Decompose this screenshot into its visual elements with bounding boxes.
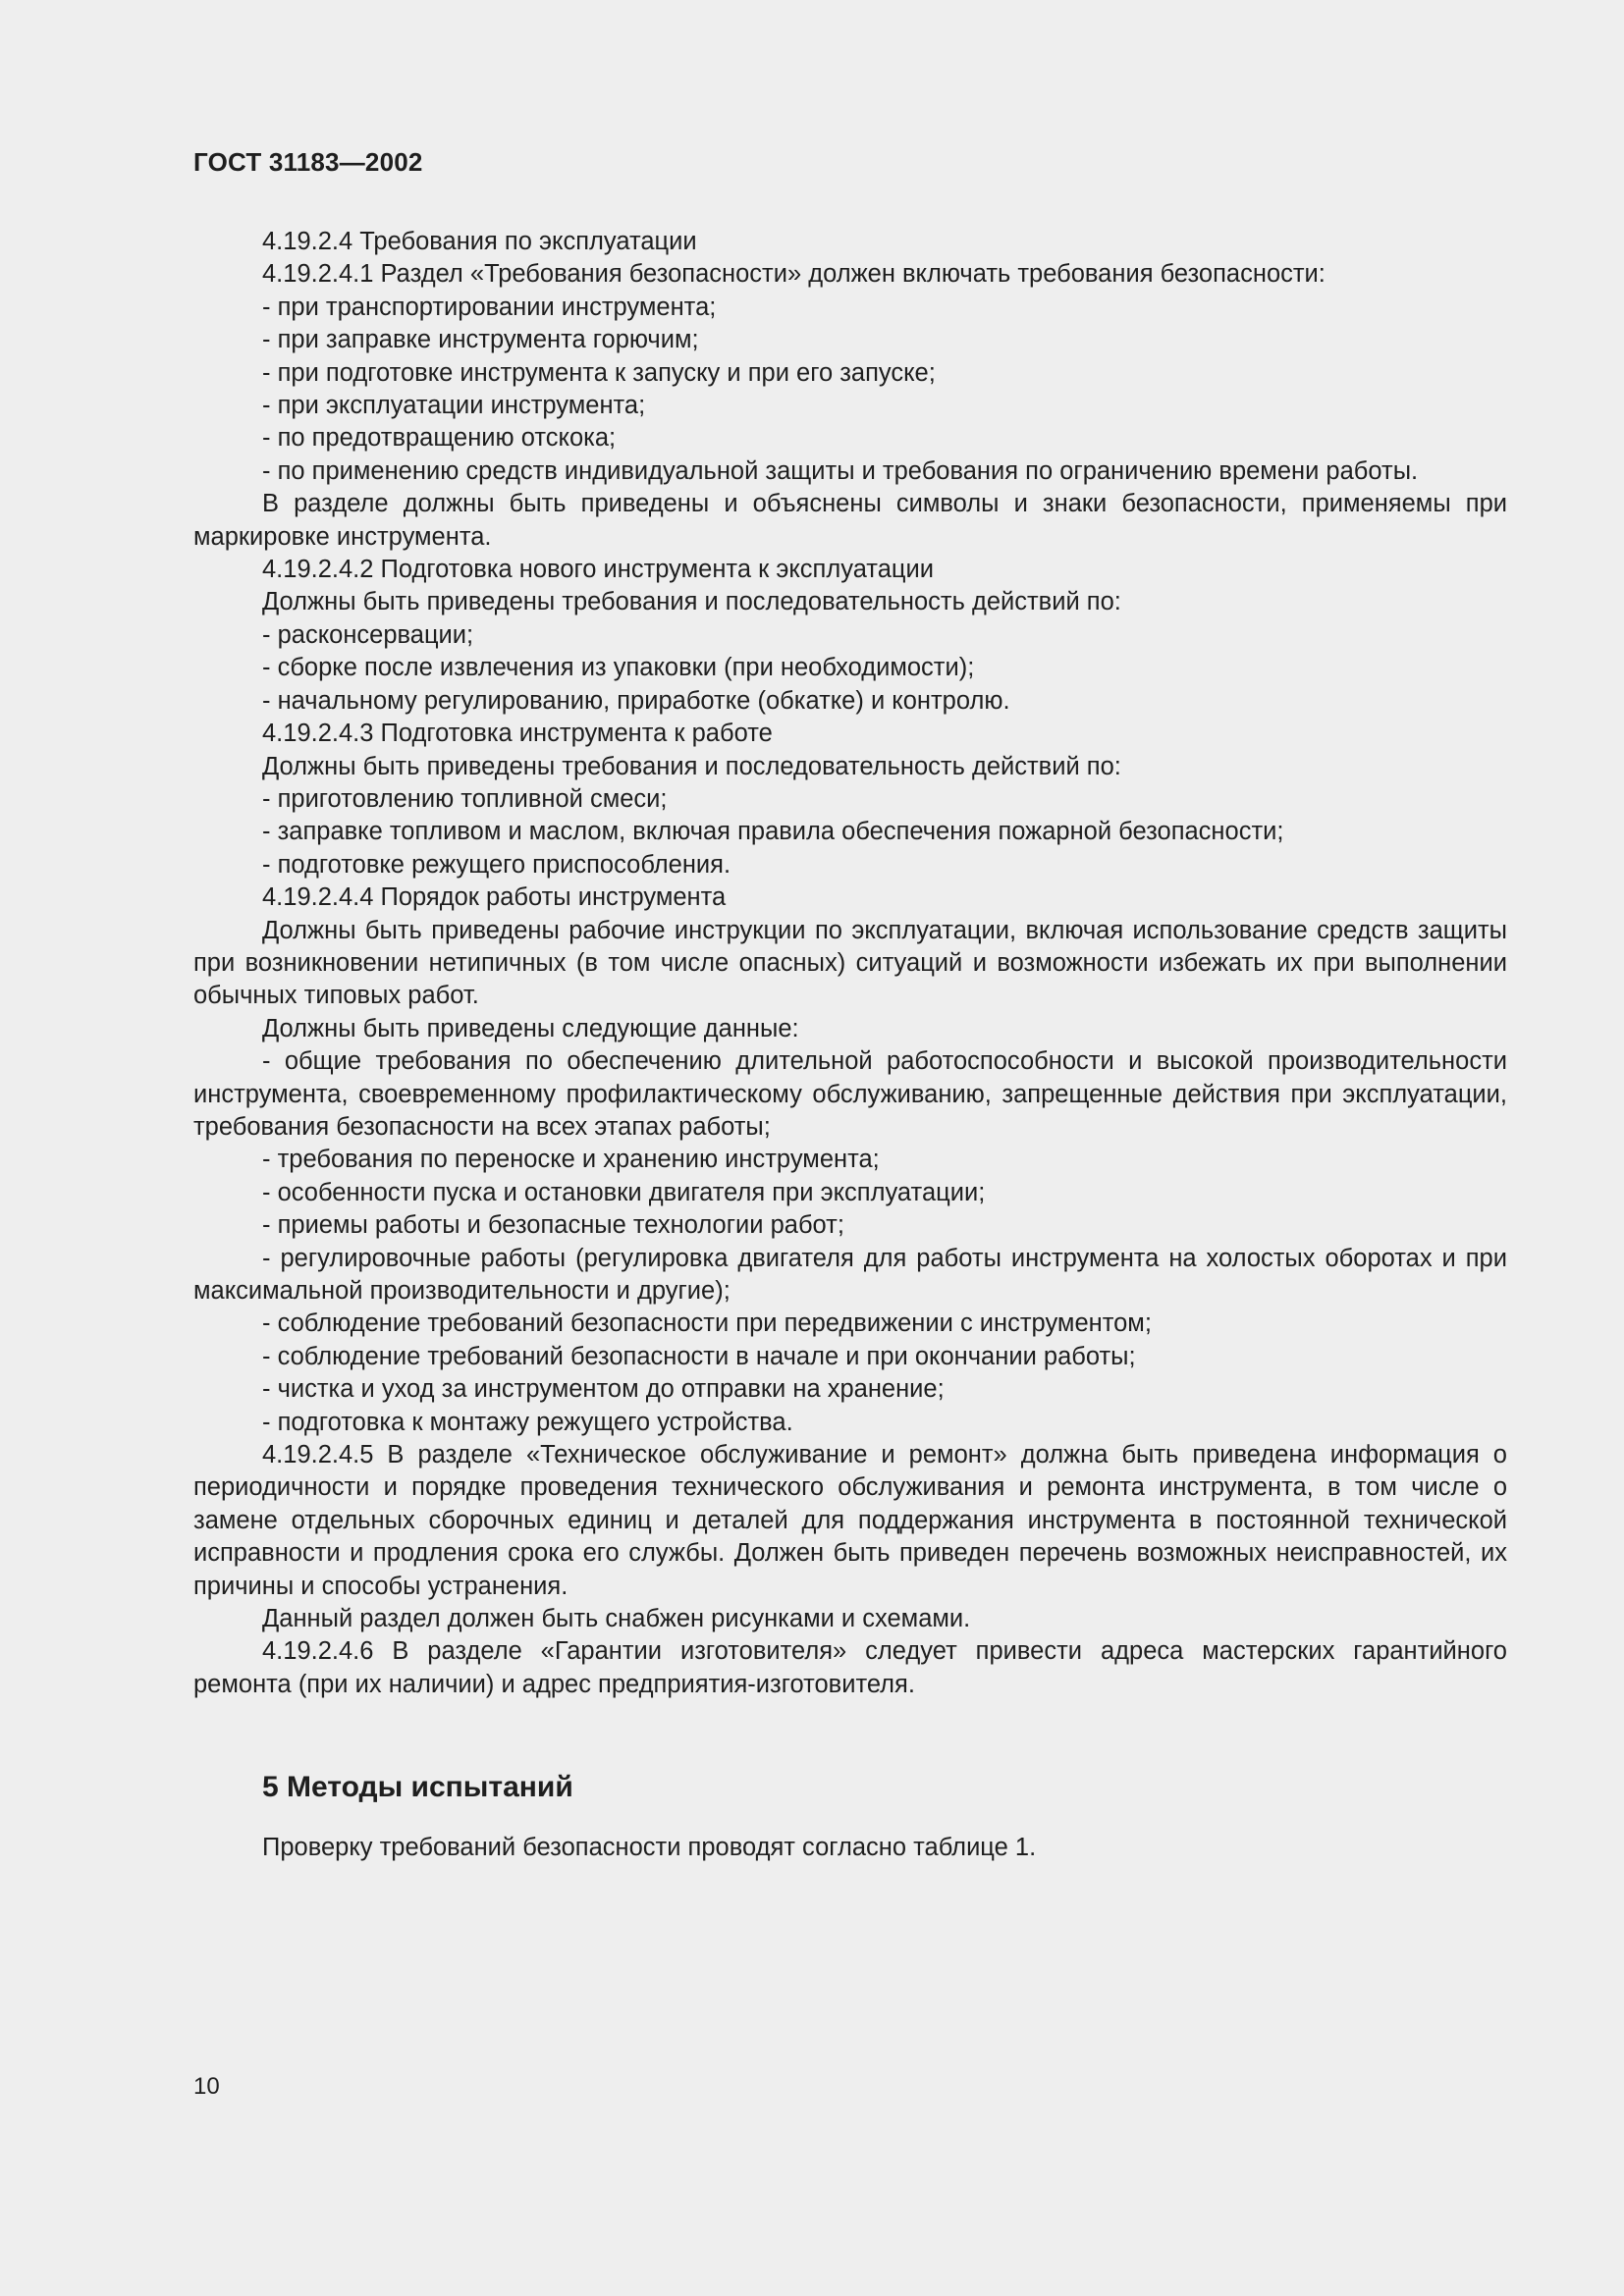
page-number: 10 (193, 2073, 220, 2100)
list-item: - начальному регулированию, приработке (обкатке) и контролю. (262, 686, 1010, 715)
section-paragraph: Проверку требований безопасности проводят согласно таблице 1. (262, 1834, 1037, 1861)
document-body (193, 226, 1507, 1701)
list-item: - заправке топливом и маслом, включая правила обеспечения пожарной безопасности; (262, 818, 1284, 846)
paragraph: Должны быть приведены следующие данные: (262, 1014, 799, 1042)
list-item: - приемы работы и безопасные технологии работ; (262, 1211, 844, 1240)
list-item: - при подготовке инструмента к запуску и при его запуске; (262, 358, 936, 387)
paragraph: Данный раздел должен быть снабжен рисунками и схемами. (262, 1605, 971, 1633)
paragraph: Должны быть приведены рабочие инструкции по эксплуатации, включая использование средств защиты при возникновении нетипичных (в том числе опасных) ситуаций и возможности избежать их при выполнении обычных типовых работ. (193, 916, 1507, 1010)
list-item: - сборке после извлечения из упаковки (при необходимости); (262, 654, 975, 682)
list-item: - при эксплуатации инструмента; (262, 392, 646, 420)
list-item: - требования по переноске и хранению инструмента; (262, 1146, 880, 1174)
list-item: - по предотвращению отскока; (262, 424, 617, 453)
list-item: - чистка и уход за инструментом до отправки на хранение; (262, 1375, 945, 1404)
section-heading: 5 Методы испытаний (262, 1771, 573, 1803)
list-item: - особенности пуска и остановки двигателя при эксплуатации; (262, 1178, 986, 1206)
paragraph: 4.19.2.4.2 Подготовка нового инструмента к эксплуатации (262, 556, 934, 584)
paragraph: 4.19.2.4.5 В разделе «Техническое обслуживание и ремонт» должна быть приведена информация о периодичности и порядке проведения технического обслуживания и ремонта инструмента, в том числе о замене отдельных сборочных единиц и деталей для поддержания инструмента в постоянной технической исправности и продления срока его службы. Должен быть приведен перечень возможных неисправностей, их причины и способы устранения. (193, 1441, 1507, 1600)
paragraph: Должны быть приведены требования и последовательность действий по: (262, 588, 1121, 616)
paragraph: 4.19.2.4 Требования по эксплуатации (262, 228, 697, 255)
list-item: - расконсервации; (262, 620, 474, 649)
paragraph: 4.19.2.4.3 Подготовка инструмента к работе (262, 720, 773, 748)
document-header: ГОСТ 31183—2002 (193, 147, 423, 177)
list-item: - соблюдение требований безопасности в начале и при окончании работы; (262, 1342, 1136, 1370)
paragraph: 4.19.2.4.1 Раздел «Требования безопасности» должен включать требования безопасности: (262, 260, 1326, 289)
list-item: - соблюдение требований безопасности при передвижении с инструментом; (262, 1309, 1152, 1338)
paragraph: В разделе должны быть приведены и объяснены символы и знаки безопасности, применяемы при маркировке инструмента. (193, 490, 1507, 551)
list-item: - при заправке инструмента горючим; (262, 326, 699, 354)
paragraph: 4.19.2.4.4 Порядок работы инструмента (262, 883, 727, 912)
paragraph: Должны быть приведены требования и последовательность действий по: (262, 752, 1121, 780)
list-item: - по применению средств индивидуальной защиты и требования по ограничению времени работы. (262, 456, 1419, 485)
list-item: - общие требования по обеспечению длительной работоспособности и высокой производительности инструмента, своевременному профилактическому обслуживанию, запрещенные действия при эксплуатации, требования безопасности на всех этапах работы; (193, 1047, 1507, 1141)
list-item: - при транспортировании инструмента; (262, 293, 717, 321)
list-item: - подготовка к монтажу режущего устройства. (262, 1408, 793, 1436)
list-item: - регулировочные работы (регулировка двигателя для работы инструмента на холостых оборотах и при максимальной производительности и другие); (193, 1244, 1507, 1305)
paragraph: 4.19.2.4.6 В разделе «Гарантии изготовителя» следует привести адреса мастерских гарантийного ремонта (при их наличии) и адрес предприятия-изготовителя. (193, 1637, 1507, 1698)
list-item: - приготовлению топливной смеси; (262, 784, 668, 813)
list-item: - подготовке режущего приспособления. (262, 850, 731, 879)
